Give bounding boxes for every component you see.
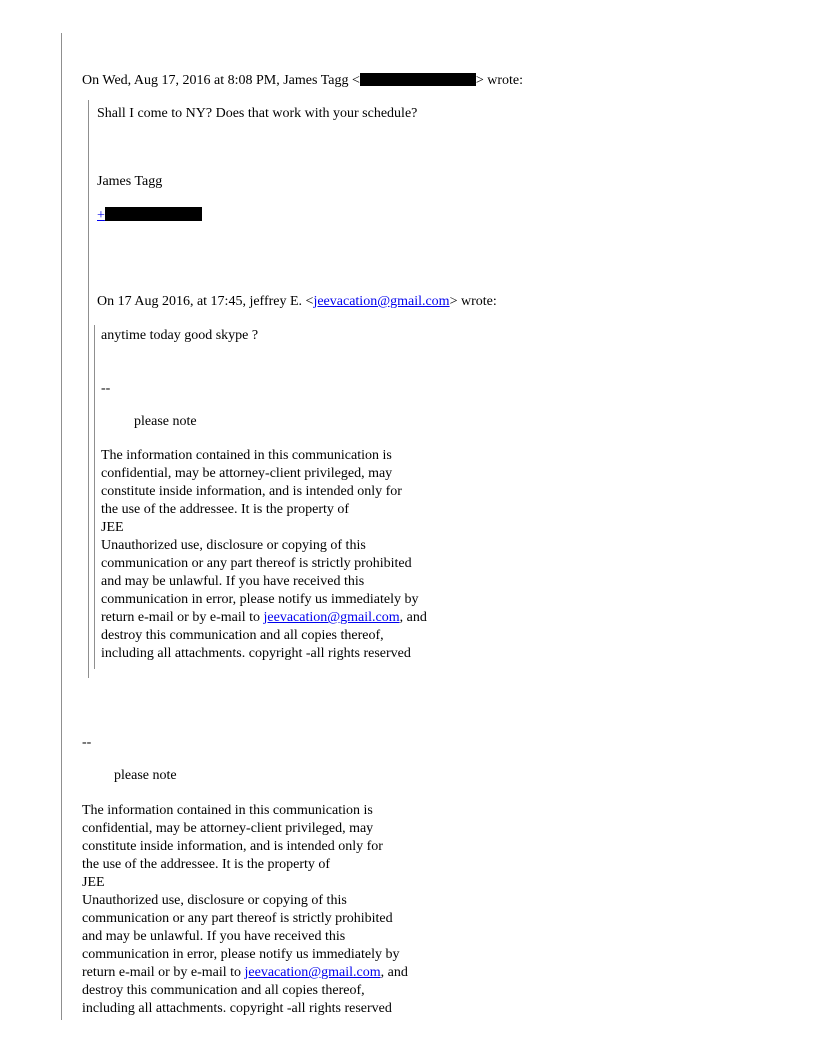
note-label: please note xyxy=(134,414,197,429)
redacted-phone-bar xyxy=(105,207,202,221)
note-label: please note xyxy=(114,768,177,783)
disclaimer-line: confidential, may be attorney-client privileged, may xyxy=(101,466,393,481)
signature-separator: -- xyxy=(101,381,111,396)
disclaimer-line: JEE xyxy=(101,520,124,535)
disclaimer-line: Unauthorized use, disclosure or copying of this xyxy=(101,538,366,553)
disclaimer-line: constitute inside information, and is intended only for xyxy=(82,839,383,854)
disclaimer-link-line xyxy=(101,609,730,627)
signature-separator: -- xyxy=(82,735,92,750)
disclaimer-line: communication in error, please notify us immediately by xyxy=(82,947,400,962)
disclaimer-text: , and xyxy=(399,610,427,625)
disclaimer-line: the use of the addressee. It is the property of xyxy=(101,502,350,517)
email-link[interactable]: jeevacation@gmail.com xyxy=(313,294,450,309)
disclaimer-line: communication in error, please notify us immediately by xyxy=(101,592,419,607)
redacted-email-bar xyxy=(360,73,476,86)
signature-name: James Tagg xyxy=(97,174,163,189)
disclaimer-lines xyxy=(82,982,746,1018)
disclaimer-line: communication or any part thereof is strictly prohibited xyxy=(82,911,393,926)
disclaimer-text: return e-mail or by e-mail to xyxy=(101,610,264,625)
disclaimer-line: and may be unlawful. If you have received this xyxy=(101,574,365,589)
disclaimer-line: the use of the addressee. It is the property of xyxy=(82,857,331,872)
quoted-header-text: On Wed, Aug 17, 2016 at 8:08 PM, James Tagg < xyxy=(82,73,360,88)
disclaimer-lines xyxy=(101,447,730,609)
quote-level-1 xyxy=(61,33,776,1020)
quoted-header-inner xyxy=(97,293,736,311)
disclaimer-line: Unauthorized use, disclosure or copying of this xyxy=(82,893,347,908)
disclaimer-lines xyxy=(82,802,746,964)
disclaimer-line: constitute inside information, and is intended only for xyxy=(101,484,402,499)
disclaimer-line: and may be unlawful. If you have received this xyxy=(82,929,346,944)
disclaimer-text: , and xyxy=(380,965,408,980)
disclaimer-lines xyxy=(101,627,730,663)
quoted-header-text: On 17 Aug 2016, at 17:45, jeffrey E. < xyxy=(97,294,314,309)
disclaimer-line: destroy this communication and all copies thereof, xyxy=(82,983,365,998)
legal-disclaimer xyxy=(82,802,746,1018)
message-body: Shall I come to NY? Does that work with your schedule? xyxy=(97,106,418,121)
disclaimer-line: The information contained in this communication is xyxy=(101,448,392,463)
phone-link[interactable]: + xyxy=(97,208,105,223)
quote-level-3 xyxy=(94,325,736,669)
disclaimer-line: JEE xyxy=(82,875,105,890)
disclaimer-line: including all attachments. copyright -all rights reserved xyxy=(82,1001,392,1016)
legal-disclaimer xyxy=(101,447,730,663)
quoted-header-text: > wrote: xyxy=(475,73,524,88)
quote-level-2 xyxy=(88,100,746,678)
disclaimer-line: confidential, may be attorney-client privileged, may xyxy=(82,821,374,836)
disclaimer-line: including all attachments. copyright -all rights reserved xyxy=(101,646,411,661)
disclaimer-line: communication or any part thereof is strictly prohibited xyxy=(101,556,412,571)
quoted-header-text: > wrote: xyxy=(449,294,497,309)
message-body: anytime today good skype ? xyxy=(101,328,259,343)
disclaimer-line: The information contained in this communication is xyxy=(82,803,373,818)
email-link[interactable]: jeevacation@gmail.com xyxy=(263,610,400,625)
email-link[interactable]: jeevacation@gmail.com xyxy=(244,965,381,980)
signature-phone xyxy=(97,207,736,225)
disclaimer-line: destroy this communication and all copies thereof, xyxy=(101,628,384,643)
disclaimer-text: return e-mail or by e-mail to xyxy=(82,965,245,980)
quoted-header-outer xyxy=(82,72,746,90)
disclaimer-link-line xyxy=(82,964,746,982)
